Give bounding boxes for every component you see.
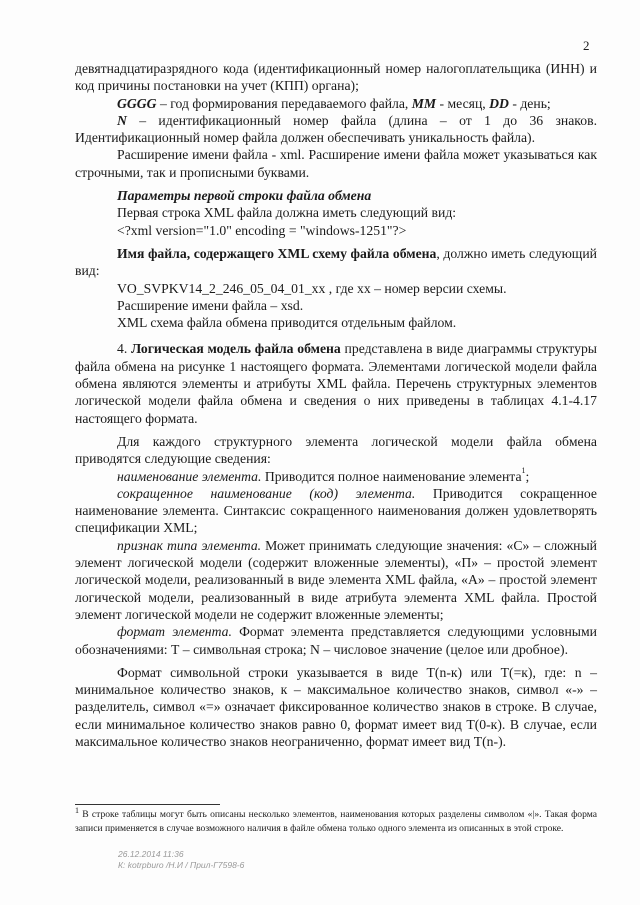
footnote-mark: 1 (75, 806, 79, 815)
document-stamp (118, 849, 244, 871)
footnote-divider (75, 804, 220, 805)
logical-model-bold: Логическая модель файла обмена (131, 341, 341, 357)
dd-desc: - день; (508, 95, 551, 111)
xml-declaration: <?xml version="1.0" encoding = "windows-1251"?> (117, 222, 407, 238)
paragraph-schema-name (75, 245, 597, 280)
page-number: 2 (583, 38, 590, 53)
item-term: сокращенное наименование (код) элемента. (117, 485, 416, 501)
paragraph-first-line: Первая строка XML файла должна иметь следующий вид: (117, 205, 457, 221)
schema-extension: Расширение имени файла – xsd. (117, 297, 304, 313)
paragraph-extension: Расширение имени файла - xml. Расширение имени файла может указываться как строчными, так и прописными буквами. (75, 147, 597, 180)
item-text: Приводится сокращенное наименование элемента. Синтаксис сокращенного наименования должен удовлетворять спецификации XML; (75, 485, 597, 536)
stamp-ref: К: kotrpburo /Н.И / Прил-Г7598-6 (118, 860, 245, 870)
list-item-short-name (75, 485, 597, 537)
item-term: формат элемента. (117, 624, 232, 640)
paragraph-inn-kpp: девятнадцатиразрядного кода (идентификационный номер налогоплательщика (ИНН) и код причины постановки на учет (КПП) органа); (75, 61, 597, 94)
schema-separate-file: XML схема файла обмена приводится отдельным файлом. (117, 315, 457, 331)
heading-first-line-params: Параметры первой строки файла обмена (117, 188, 372, 204)
item-term: наименование элемента. (117, 468, 262, 484)
footnote-text: В строке таблицы могут быть описаны несколько элементов, наименования которых разделены символом «|». Такая форма записи применяется в случае возможного наличия в файле обмена только одного элемента из описанных в этой строке. (75, 809, 597, 834)
list-item-type (75, 537, 597, 623)
section-number: 4. (117, 341, 132, 357)
gggg-desc: – год формирования передаваемого файла, (156, 95, 412, 111)
footnote-ref: 1 (521, 465, 526, 475)
logical-model-rest: представлена в виде диаграммы структуры файла обмена на рисунке 1 настоящего формата. Элементами логической модели файла обмена являются элементы и атрибуты XML файла. Перечень структурных элементов логической модели файла обмена и сведения о них приведены в таблицах 4.1-4.17 настоящего формата. (75, 341, 597, 426)
n-code: N (117, 112, 127, 128)
paragraph-file-id (75, 112, 597, 147)
paragraph-logical-model (75, 340, 597, 426)
schema-name-bold: Имя файла, содержащего XML схему файла обмена (117, 245, 437, 261)
schema-name-rest: , должно иметь следующий вид: (75, 245, 597, 279)
item-text: Формат элемента представляется следующими условными обозначениями: Т – символьная строка; N – числовое значение (целое или дробное). (75, 624, 597, 657)
gggg-code: GGGG (117, 95, 157, 111)
list-item-name (75, 465, 597, 485)
document-body (75, 60, 597, 750)
item-end: ; (525, 468, 530, 484)
item-term: признак типа элемента. (117, 537, 262, 553)
paragraph-info-list: Для каждого структурного элемента логической модели файла обмена приводятся следующие сведения: (75, 433, 597, 467)
schema-file-name: VO_SVPKV14_2_246_05_04_01_xx , где xx – номер версии схемы. (117, 280, 507, 296)
mm-code: MM (411, 95, 437, 111)
paragraph-string-format: Формат символьной строки указывается в виде Т(n-к) или Т(=к), где: n – минимальное количество знаков, к – максимальное количество знаков, символ «-» – разделитель, символ «=» означает фиксированное количество знаков в строке. В случае, если минимальное количество знаков равно 0, формат имеет вид Т(0-к). В случае, если максимальное количество знаков неограниченно, формат имеет вид Т(n-). (75, 664, 597, 749)
mm-desc: - месяц, (436, 95, 490, 111)
footnote (75, 808, 597, 835)
dd-code: DD (489, 95, 509, 111)
paragraph-date-codes (75, 95, 597, 112)
n-desc: – идентификационный номер файла (длина – от 1 до 36 знаков. Идентификационный номер файла должен обеспечивать уникальность файла). (75, 112, 597, 146)
list-item-format (75, 623, 597, 658)
stamp-date: 26.12.2014 11:36 (118, 849, 184, 859)
item-text: Приводится полное наименование элемента (261, 468, 522, 484)
item-text: Может принимать следующие значения: «С» – сложный элемент логической модели (содержит вложенные элементы), «П» – простой элемент логической модели, реализованный в виде элемента XML файла, «А» – простой элемент логической модели, реализованный в виде атрибута элемента XML файла. Простой элемент логической модели не содержит вложенные элементы; (75, 537, 597, 622)
